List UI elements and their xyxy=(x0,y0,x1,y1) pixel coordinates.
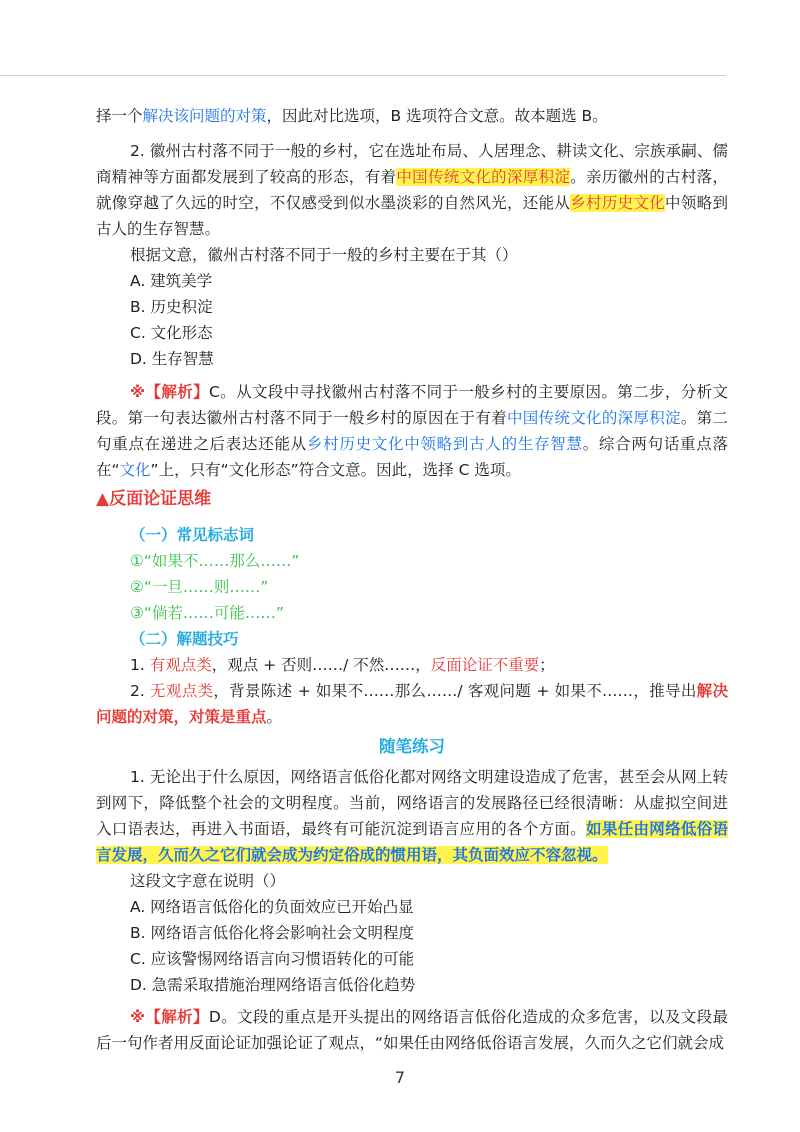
practice-highlight: 如果任由网络低俗语言发展，久而久之它们就会成为约定俗成的惯用语，其负面效应不容忽视。 xyxy=(96,820,728,864)
header-divider xyxy=(0,75,726,76)
q2-passage: 2. 徽州古村落不同于一般的乡村，它在选址布局、人居理念、耕读文化、宗族承嗣、儒商精神等方面都发展到了较高的形态，有着中国传统文化的深厚积淀。亲历徽州的古村落，就像穿越了久远的时空，不仅感受到似水墨淡彩的自然风光，还能从乡村历史文化中领略到古人的生存智慧。 xyxy=(96,142,728,238)
marker-3: ③“倘若……可能……” xyxy=(130,604,284,622)
marker-2: ②“一旦……则……” xyxy=(130,578,269,596)
practice-section xyxy=(96,734,728,1056)
q2-option-b: B. 历史积淀 xyxy=(130,298,213,316)
highlight-solution: 解决该问题的对策 xyxy=(142,107,267,125)
question-2-block xyxy=(96,103,728,483)
practice-question: 这段文字意在说明（） xyxy=(130,872,286,890)
tip-2: 2. 无观点类，背景陈述 + 如果不……那么……/ 客观问题 + 如果不……，推导出解决问题的对策，对策是重点。 xyxy=(96,682,728,726)
page-number: 7 xyxy=(394,1068,406,1087)
practice-analysis: ※【解析】D。文段的重点是开头提出的网络语言低俗化造成的众多危害，以及文段最后一句作者用反面论证加强论证了观点，“如果任由网络低俗语言发展，久而久之它们就会成 xyxy=(96,1008,728,1052)
q2-option-c: C. 文化形态 xyxy=(130,324,213,342)
subheading-techniques: （二）解题技巧 xyxy=(130,630,239,648)
practice-option-b: B. 网络语言低俗化将会影响社会文明程度 xyxy=(130,924,414,942)
marker-1: ①“如果不……那么……” xyxy=(130,552,300,570)
practice-option-d: D. 急需采取措施治理网络语言低俗化趋势 xyxy=(130,976,416,994)
q2-highlight-1: 中国传统文化的深厚积淀 xyxy=(396,168,571,186)
q2-highlight-2: 乡村历史文化 xyxy=(570,194,666,212)
subheading-markers: （一）常见标志词 xyxy=(130,526,255,544)
analysis-tag: ※【解析】 xyxy=(130,383,209,401)
intro-paragraph: 择一个解决该问题的对策，因此对比选项，B 选项符合文意。故本题选 B。 xyxy=(96,107,608,125)
practice-title: 随笔练习 xyxy=(379,737,445,756)
reverse-argument-section xyxy=(96,486,728,730)
section-heading: ▲反面论证思维 xyxy=(96,489,212,509)
q2-analysis: ※【解析】C。从文段中寻找徽州古村落不同于一般乡村的主要原因。第二步，分析文段。第一句表达徽州古村落不同于一般乡村的原因在于有着中国传统文化的深厚积淀。第二句重点在递进之后表达还能从乡村历史文化中领略到古人的生存智慧。综合两句话重点落在“文化”上，只有“文化形态”符合文意。因此，选择 C 选项。 xyxy=(96,383,728,479)
practice-option-a: A. 网络语言低俗化的负面效应已开始凸显 xyxy=(130,898,414,916)
practice-passage: 1. 无论出于什么原因，网络语言低俗化都对网络文明建设造成了危害，甚至会从网上转到网下，降低整个社会的文明程度。当前，网络语言的发展路径已经很清晰：从虚拟空间进入口语表达，再进入书面语，最终有可能沉淀到语言应用的各个方面。如果任由网络低俗语言发展，久而久之它们就会成为约定俗成的惯用语，其负面效应不容忽视。 xyxy=(96,768,728,864)
q2-question: 根据文意，徽州古村落不同于一般的乡村主要在于其（） xyxy=(130,246,518,264)
q2-option-d: D. 生存智慧 xyxy=(130,350,214,368)
practice-option-c: C. 应该警惕网络语言向习惯语转化的可能 xyxy=(130,950,415,968)
analysis-tag: ※【解析】 xyxy=(130,1008,209,1026)
tip-1: 1. 有观点类，观点 + 否则……/ 不然……，反面论证不重要； xyxy=(130,656,555,674)
q2-option-a: A. 建筑美学 xyxy=(130,272,213,290)
